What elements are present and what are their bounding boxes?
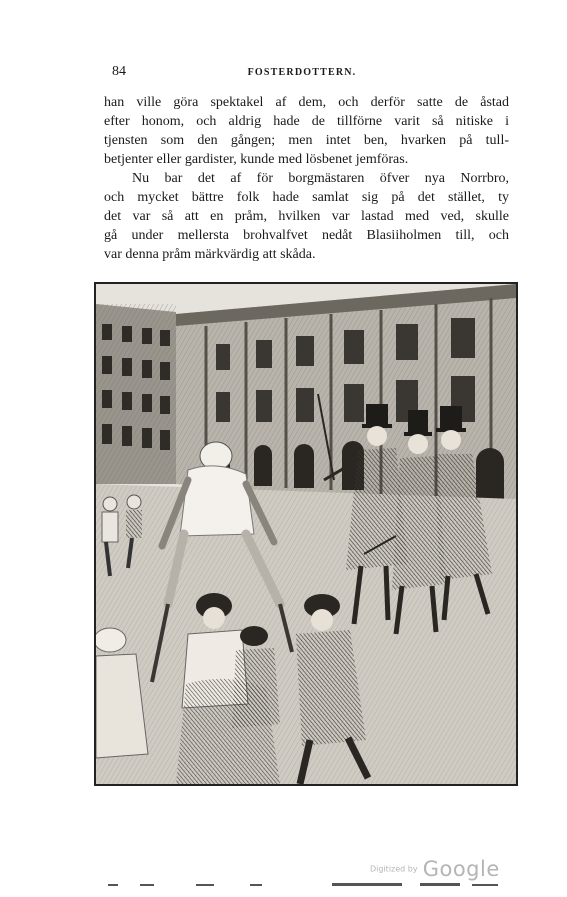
next-page-bleed-through [100,882,510,888]
text-line: betjenter eller gardister, kunde med lösbenet jemföras. [104,152,409,167]
text-line: Nu bar det af för borgmästaren öfver nya Norrbro, [132,171,509,186]
engraving-drawing [96,284,516,784]
digitized-by-google-watermark [370,857,500,881]
text-line: var denna pråm märkvärdig att skåda. [104,247,316,262]
paragraph-2 [104,169,509,264]
text-line: och mycket bättre folk hade samlat sig på det stället, ty [104,190,509,205]
digitized-prefix: Digitized by [370,864,418,874]
google-logo: Google [422,857,500,881]
text-line: tjensten som den gången; men intet ben, hvarken på tull- [104,133,509,148]
left-building [96,304,176,484]
running-title: FOSTERDOTTERN. [247,67,357,78]
text-line: efter honom, och aldrig hade de tillförne varit så nitiske i [104,114,509,129]
paragraph-1 [104,93,509,169]
page-header [104,64,500,82]
engraving-illustration [94,282,518,786]
text-line: gå under mellersta brohvalfvet nedåt Blasiiholmen till, och [104,228,509,243]
page-number: 84 [112,64,126,79]
text-line: det var så att en pråm, hvilken var lastad med ved, skulle [104,209,509,224]
text-line: han ville göra spektakel af dem, och derför satte de åstad [104,95,509,110]
body-text [104,93,509,264]
